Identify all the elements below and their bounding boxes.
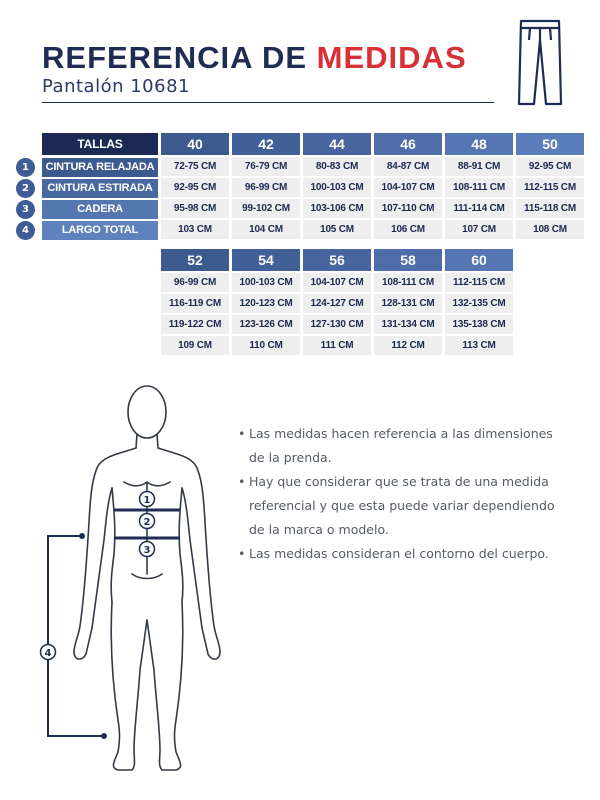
size-cell: 131-134 CM [374,315,442,334]
size-column-46 [374,133,442,239]
row-badge-1: 1 [16,158,35,177]
size-header: 56 [303,249,371,271]
size-cell: 92-95 CM [161,178,229,197]
marker-4-label: 4 [44,648,52,659]
size-column-42 [232,133,300,239]
row-label-total-length: LARGO TOTAL [42,221,158,240]
size-cell: 96-99 CM [232,178,300,197]
row-badge-3: 3 [16,200,35,219]
sizes-header-label: TALLAS [42,133,158,155]
size-header: 44 [303,133,371,155]
size-cell: 80-83 CM [303,157,371,176]
title-main: REFERENCIA DE [42,40,308,75]
body-outline [74,386,220,770]
size-cell: 119-122 CM [161,315,229,334]
size-cell: 115-118 CM [516,199,584,218]
size-cell: 100-103 CM [303,178,371,197]
size-cell: 107 CM [445,220,513,239]
size-cell: 111 CM [303,336,371,355]
size-column-54 [232,249,300,355]
size-cell: 112-115 CM [516,178,584,197]
size-cell: 103 CM [161,220,229,239]
page-subtitle: Pantalón 10681 [42,76,190,97]
size-header: 52 [161,249,229,271]
size-cell: 96-99 CM [161,273,229,292]
marker-3-label: 3 [143,545,151,556]
row-label-hip: CADERA [42,200,158,219]
note-item: • Las medidas consideran el contorno del cuerpo. [238,542,568,566]
note-item: • Las medidas hacen referencia a las dimensiones de la prenda. [238,422,568,470]
size-column-52 [161,249,229,355]
size-cell: 123-126 CM [232,315,300,334]
size-column-60 [445,249,513,355]
size-header: 60 [445,249,513,271]
size-header: 42 [232,133,300,155]
size-cell: 120-123 CM [232,294,300,313]
size-cell: 95-98 CM [161,199,229,218]
size-cell: 111-114 CM [445,199,513,218]
size-cell: 112 CM [374,336,442,355]
size-cell: 72-75 CM [161,157,229,176]
size-header: 46 [374,133,442,155]
size-cell: 103-106 CM [303,199,371,218]
size-cell: 76-79 CM [232,157,300,176]
size-column-50 [516,133,584,239]
size-cell: 104 CM [232,220,300,239]
size-cell: 104-107 CM [303,273,371,292]
row-badge-4: 4 [16,221,35,240]
size-cell: 127-130 CM [303,315,371,334]
size-column-58 [374,249,442,355]
body-measurement-figure [0,370,240,790]
size-cell: 132-135 CM [445,294,513,313]
size-cell: 88-91 CM [445,157,513,176]
notes-list [238,422,568,566]
size-header: 54 [232,249,300,271]
marker-1-label: 1 [143,495,151,506]
size-column-48 [445,133,513,239]
size-cell: 109 CM [161,336,229,355]
size-header: 48 [445,133,513,155]
size-cell: 113 CM [445,336,513,355]
size-cell: 100-103 CM [232,273,300,292]
size-cell: 108-111 CM [445,178,513,197]
size-cell: 99-102 CM [232,199,300,218]
row-label-waist-relaxed: CINTURA RELAJADA [42,158,158,177]
header-divider [42,102,494,103]
size-column-56 [303,249,371,355]
size-column-44 [303,133,371,239]
size-cell: 108-111 CM [374,273,442,292]
size-cell: 116-119 CM [161,294,229,313]
size-cell: 108 CM [516,220,584,239]
size-cell: 92-95 CM [516,157,584,176]
row-badge-2: 2 [16,179,35,198]
size-column-40 [161,133,229,239]
size-header: 58 [374,249,442,271]
size-cell: 124-127 CM [303,294,371,313]
size-cell: 128-131 CM [374,294,442,313]
note-item: • Hay que considerar que se trata de una medida referencial y que esta puede variar dependiendo de la marca o modelo. [238,470,568,542]
size-cell: 104-107 CM [374,178,442,197]
size-cell: 135-138 CM [445,315,513,334]
size-cell: 105 CM [303,220,371,239]
pants-icon [515,18,565,106]
size-cell: 112-115 CM [445,273,513,292]
size-header: 40 [161,133,229,155]
length-line [48,536,104,736]
size-cell: 110 CM [232,336,300,355]
size-cell: 106 CM [374,220,442,239]
size-header: 50 [516,133,584,155]
size-cell: 107-110 CM [374,199,442,218]
row-label-waist-stretched: CINTURA ESTIRADA [42,179,158,198]
marker-2-label: 2 [143,517,151,528]
title-accent: MEDIDAS [316,40,467,75]
page-title [42,40,467,76]
size-cell: 84-87 CM [374,157,442,176]
